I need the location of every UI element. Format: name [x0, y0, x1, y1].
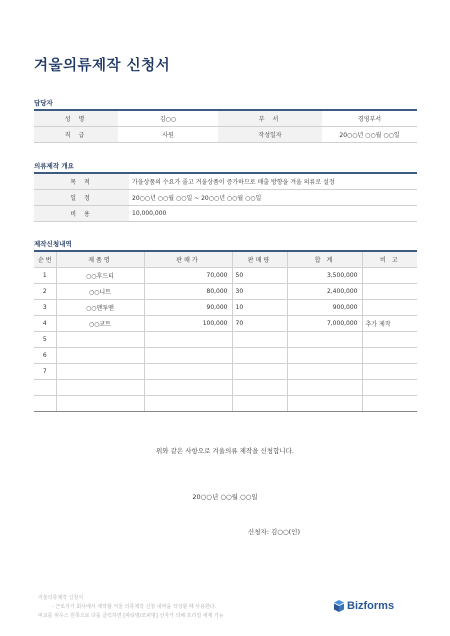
cost-label: 비 용	[34, 206, 129, 222]
purpose-value: 가을상품의 수요가 줄고 겨울상품이 증가하므로 매출 방향을 겨울 의류로 설정	[129, 174, 417, 190]
total	[287, 332, 362, 348]
unit-price: 90,000	[144, 300, 232, 316]
cost-value: 10,000,000	[129, 206, 417, 222]
table-row	[34, 174, 417, 190]
unit-price	[144, 380, 232, 396]
footer-description: - 근로자가 회사에서 제작할 겨울 의류제작 신청 내역을 작성할 때 사용한다.	[52, 604, 217, 610]
header-cell: 판매가	[144, 252, 232, 268]
applicant-signature: 신청자: 김○○(인)	[247, 528, 300, 536]
quantity	[232, 364, 287, 380]
product-name	[56, 348, 144, 364]
details-table	[34, 252, 417, 412]
unit-price: 80,000	[144, 284, 232, 300]
table-row	[34, 300, 417, 316]
product-name: ○○맨투맨	[56, 300, 144, 316]
quantity: 30	[232, 284, 287, 300]
row-number: 1	[34, 268, 56, 284]
schedule-label: 일 정	[34, 190, 129, 206]
section-details-label: 제작신청내역	[34, 240, 72, 248]
quantity	[232, 332, 287, 348]
row-number	[34, 380, 56, 396]
table-row	[34, 284, 417, 300]
note	[362, 300, 417, 316]
header-cell: 합 계	[287, 252, 362, 268]
note	[362, 348, 417, 364]
name-label: 성 명	[34, 111, 118, 127]
table-row	[34, 332, 417, 348]
quantity: 70	[232, 316, 287, 332]
row-number: 3	[34, 300, 56, 316]
quantity: 50	[232, 268, 287, 284]
product-name: ○○후드티	[56, 268, 144, 284]
date-label: 작성일자	[218, 127, 322, 143]
footer-hint: 비교를 위우스 원쪽으로 다를 클릭하면 [파티명/모피명] 선자가 의해 프리얼 세제 가능	[38, 613, 224, 619]
total	[287, 380, 362, 396]
table-row	[34, 268, 417, 284]
date-value: 20○○년 ○○월 ○○일	[322, 127, 417, 143]
product-name: ○○코트	[56, 316, 144, 332]
note	[362, 396, 417, 412]
note	[362, 380, 417, 396]
table-row	[34, 364, 417, 380]
dept-label: 부 서	[218, 111, 322, 127]
table-row	[34, 111, 417, 127]
table-row	[34, 190, 417, 206]
total	[287, 364, 362, 380]
total: 2,400,000	[287, 284, 362, 300]
row-number: 6	[34, 348, 56, 364]
rank-label: 직 급	[34, 127, 118, 143]
total: 3,500,000	[287, 268, 362, 284]
unit-price: 100,000	[144, 316, 232, 332]
table-row	[34, 206, 417, 222]
unit-price: 70,000	[144, 268, 232, 284]
overview-table	[34, 174, 417, 222]
header-cell: 판매량	[232, 252, 287, 268]
product-name	[56, 380, 144, 396]
note: 추가 제작	[362, 316, 417, 332]
note	[362, 284, 417, 300]
total: 7,000,000	[287, 316, 362, 332]
purpose-label: 목 적	[34, 174, 129, 190]
footer-note	[38, 594, 224, 621]
table-row	[34, 380, 417, 396]
footer-title: 겨울의류제작 신청서	[38, 595, 84, 601]
quantity	[232, 396, 287, 412]
quantity	[232, 348, 287, 364]
quantity	[232, 380, 287, 396]
table-row	[34, 127, 417, 143]
note	[362, 332, 417, 348]
schedule-value: 20○○년 ○○월 ○○일 ~ 20○○년 ○○월 ○○일	[129, 190, 417, 206]
bizforms-logo	[334, 600, 394, 612]
product-name	[56, 332, 144, 348]
row-number: 4	[34, 316, 56, 332]
logo-icon	[334, 600, 344, 612]
unit-price	[144, 396, 232, 412]
header-cell: 비 고	[362, 252, 417, 268]
rank-value: 사원	[118, 127, 218, 143]
header-cell: 제품명	[56, 252, 144, 268]
table-row	[34, 348, 417, 364]
manager-table	[34, 111, 417, 143]
logo-text: Bizforms	[347, 600, 395, 612]
dept-value: 경영부서	[322, 111, 417, 127]
section-overview-label: 의류제작 개요	[34, 162, 74, 170]
note	[362, 364, 417, 380]
product-name	[56, 364, 144, 380]
table-row	[34, 396, 417, 412]
name-value: 김○○	[118, 111, 218, 127]
section-manager-label: 담당자	[34, 99, 53, 107]
note	[362, 268, 417, 284]
header-cell: 순 번	[34, 252, 56, 268]
unit-price	[144, 332, 232, 348]
sign-date: 20○○년 ○○월 ○○일	[192, 493, 258, 501]
total	[287, 396, 362, 412]
total	[287, 348, 362, 364]
quantity: 10	[232, 300, 287, 316]
row-number	[34, 396, 56, 412]
row-number: 5	[34, 332, 56, 348]
product-name	[56, 396, 144, 412]
page-title: 겨울의류제작 신청서	[34, 58, 171, 74]
row-number: 7	[34, 364, 56, 380]
row-number: 2	[34, 284, 56, 300]
table-row	[34, 316, 417, 332]
product-name: ○○니트	[56, 284, 144, 300]
unit-price	[144, 364, 232, 380]
table-header-row	[34, 252, 417, 268]
total: 900,000	[287, 300, 362, 316]
statement-text: 위와 같은 사항으로 겨울의류 제작을 신청합니다.	[156, 447, 294, 455]
unit-price	[144, 348, 232, 364]
